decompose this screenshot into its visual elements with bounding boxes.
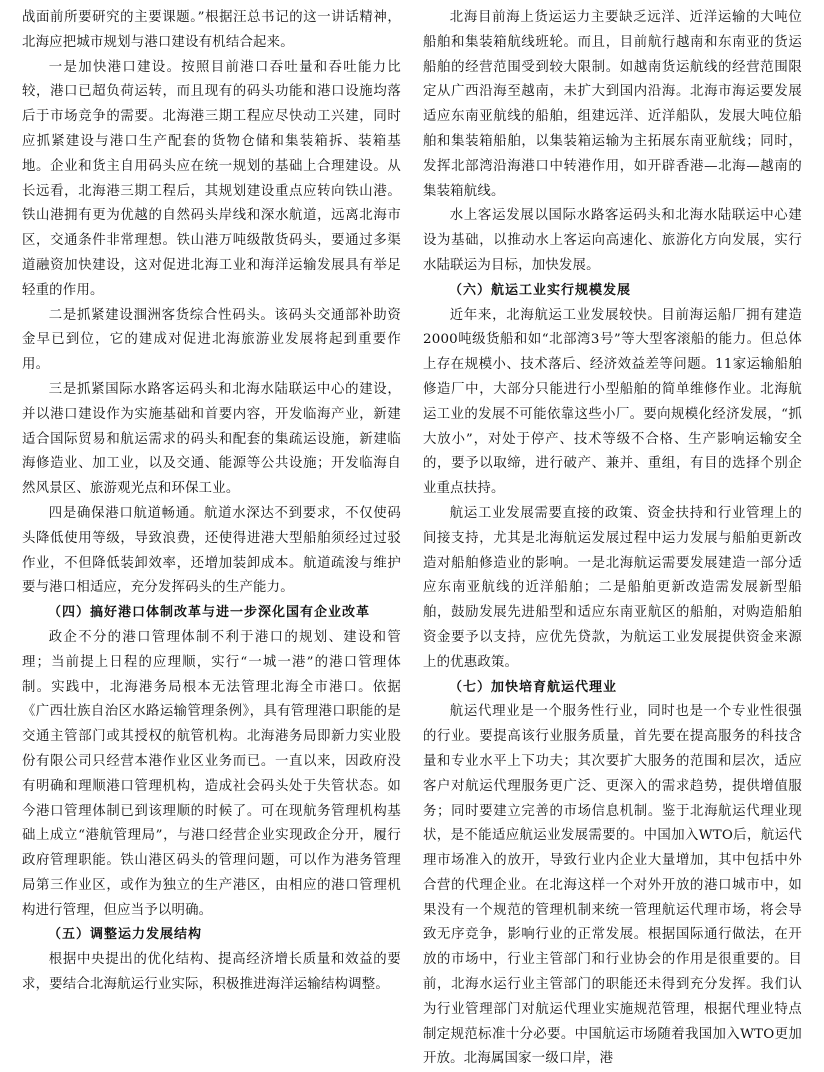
right-column xyxy=(423,6,802,1067)
right-paragraph: 北海目前海上货运运力主要缺乏远洋、近洋运输的大吨位船舶和集装箱航线班轮。而且，目前航行越南和东南亚的货运船舶的经营范围受到较大限制。如越南货运航线的经营范围限定从广西沿海至越南，未扩大到国内沿海。北海市海运要发展适应东南亚航线的船舶，组建远洋、近洋船队，发展大吨位船舶和集装箱船舶，以集装箱运输为主拓展东南亚航线；同时，发挥北部湾沿海港口中转港作用，如开辟香港—北海—越南的集装箱航线。 xyxy=(423,10,802,199)
right-section-heading: （六）航运工业实行规模发展 xyxy=(449,282,632,298)
right-section-heading: （七）加快培育航运代理业 xyxy=(449,679,618,695)
right-paragraph: 水上客运发展以国际水路客运码头和北海水陆联运中心建设为基础，以推动水上客运向高速化、旅游化方向发展，实行水陆联运为目标，加快发展。 xyxy=(423,208,802,273)
right-paragraph: 航运代理业是一个服务性行业，同时也是一个专业性很强的行业。要提高该行业服务质量，首先要在提高服务的科技含量和专业水平上下功夫；其次要扩大服务的范围和层次，适应客户对航运代理服务更广泛、更深入的需求趋势，提供增值服务；同时要建立完善的市场信息机制。鉴于北海航运代理业现状，是不能适应航运业发展需要的。中国加入WTO后，航运代理市场准入的放开，导致行业内企业大量增加，其中包括中外合营的代理企业。在北海这样一个对外开放的港口城市中，如果没有一个规范的管理机制来统一管理航运代理市场，将会导致无序竞争，影响行业的正常发展。根据国际通行做法，在开放的市场中，行业主管部门和行业协会的作用是很重要的。目前，北海水运行业主管部门的职能还未得到充分发挥。我们认为行业管理部门对航运代理业实施规范管理，根据代理业特点制定规范标准十分必要。中国航运市场随着我国加入WTO更加开放。北海属国家一级口岸，港 xyxy=(423,704,802,1067)
left-paragraph: 一是加快港口建设。按照目前港口吞吐量和吞吐能力比较，港口已超负荷运转，而且现有的码头功能和港口设施均落后于市场竞争的需要。北海港三期工程应尽快动工兴建，同时应抓紧建设与港口生产配套的货物仓储和集装箱拆、装箱基地。企业和货主自用码头应在统一规划的基础上合理建设。从长远看，北海港三期工程后，其规划建设重点应转向铁山港。铁山港拥有更为优越的自然码头岸线和深水航道，远离北海市区，交通条件非常理想。铁山港万吨级散货码头，要通过多渠道融资加快建设，这对促进北海工业和海洋运输发展具有举足轻重的作用。 xyxy=(22,59,401,298)
right-paragraph: 航运工业发展需要直接的政策、资金扶持和行业管理上的间接支持，尤其是北海航运发展过程中运力发展与船舶更新改造对船舶修造业的影响。一是北海航运需要发展建造一部分适应东南亚航线的近洋船舶；二是船舶更新改造需发展新型船舶，鼓励发展先进船型和适应东南亚航区的船舶，对购造船舶资金要予以支持，应优先贷款，为航运工业发展提供资金来源上的优惠政策。 xyxy=(423,505,802,670)
left-section-heading: （五）调整运力发展结构 xyxy=(48,927,203,943)
left-paragraph: 四是确保港口航道畅通。航道水深达不到要求，不仅使码头降低使用等级，导致浪费，还使得进港大型船舶须经过过驳作业，不但降低装卸效率，还增加装卸成本。航道疏浚与维护要与港口相适应，充分发挥码头的生产能力。 xyxy=(22,505,401,596)
left-paragraph: 二是抓紧建设涠洲客货综合性码头。该码头交通部补助资金早已到位，它的建成对促进北海旅游业发展将起到重要作用。 xyxy=(22,307,401,373)
left-column xyxy=(22,6,401,1000)
left-paragraph: 三是抓紧国际水路客运码头和北海水陆联运中心的建设，并以港口建设作为实施基础和首要内容，开发临海产业，新建适合国际贸易和航运需求的码头和配套的集疏运设施，新建临海修造业、加工业，以及交通、能源等公共设施；开发临海自然风景区、旅游观光点和环保工业。 xyxy=(22,381,401,497)
left-paragraph: 战面前所要研究的主要课题。”根据汪总书记的这一讲话精神，北海应把城市规划与港口建设有机结合起来。 xyxy=(22,10,401,50)
left-section-heading: （四）搞好港口体制改革与进一步深化国有企业改革 xyxy=(48,605,371,621)
left-paragraph: 政企不分的港口管理体制不利于港口的规划、建设和管理；当前提上日程的应理顺，实行“一城一港”的港口管理体制。实践中，北海港务局根本无法管理北海全市港口。依据《广西壮族自治区水路运输管理条例》，具有管理港口职能的是交通主管部门或其授权的航管机构。北海港务局即新力实业股份有限公司只经营本港作业区业务而已。一直以来，因政府没有明确和理顺港口管理机构，造成社会码头处于失管状态。如今港口管理体制已到该理顺的时候了。可在现航务管理机构基础上成立“港航管理局”，与港口经营企业实现政企分开，履行政府管理职能。铁山港区码头的管理问题，可以作为港务管理局第三作业区，或作为独立的生产港区，由相应的港口管理机构进行管理，但应当予以明确。 xyxy=(22,629,401,918)
left-paragraph: 根据中央提出的优化结构、提高经济增长质量和效益的要求，要结合北海航运行业实际，积极推进海洋运输结构调整。 xyxy=(22,952,401,993)
right-paragraph: 近年来，北海航运工业发展较快。目前海运船厂拥有建造2000吨级货船和如“北部湾3号”等大型客滚船的能力。但总体上存在规模小、技术落后、经济效益差等问题。11家运输船舶修造厂中，大部分只能进行小型船舶的简单维修作业。北海航运工业的发展不可能依靠这些小厂。要向规模化经济发展，“抓大放小”，对处于停产、技术等级不合格、生产影响运输安全的，要予以取缔，进行破产、兼并、重组，有目的选择个别企业重点扶持。 xyxy=(423,307,802,497)
